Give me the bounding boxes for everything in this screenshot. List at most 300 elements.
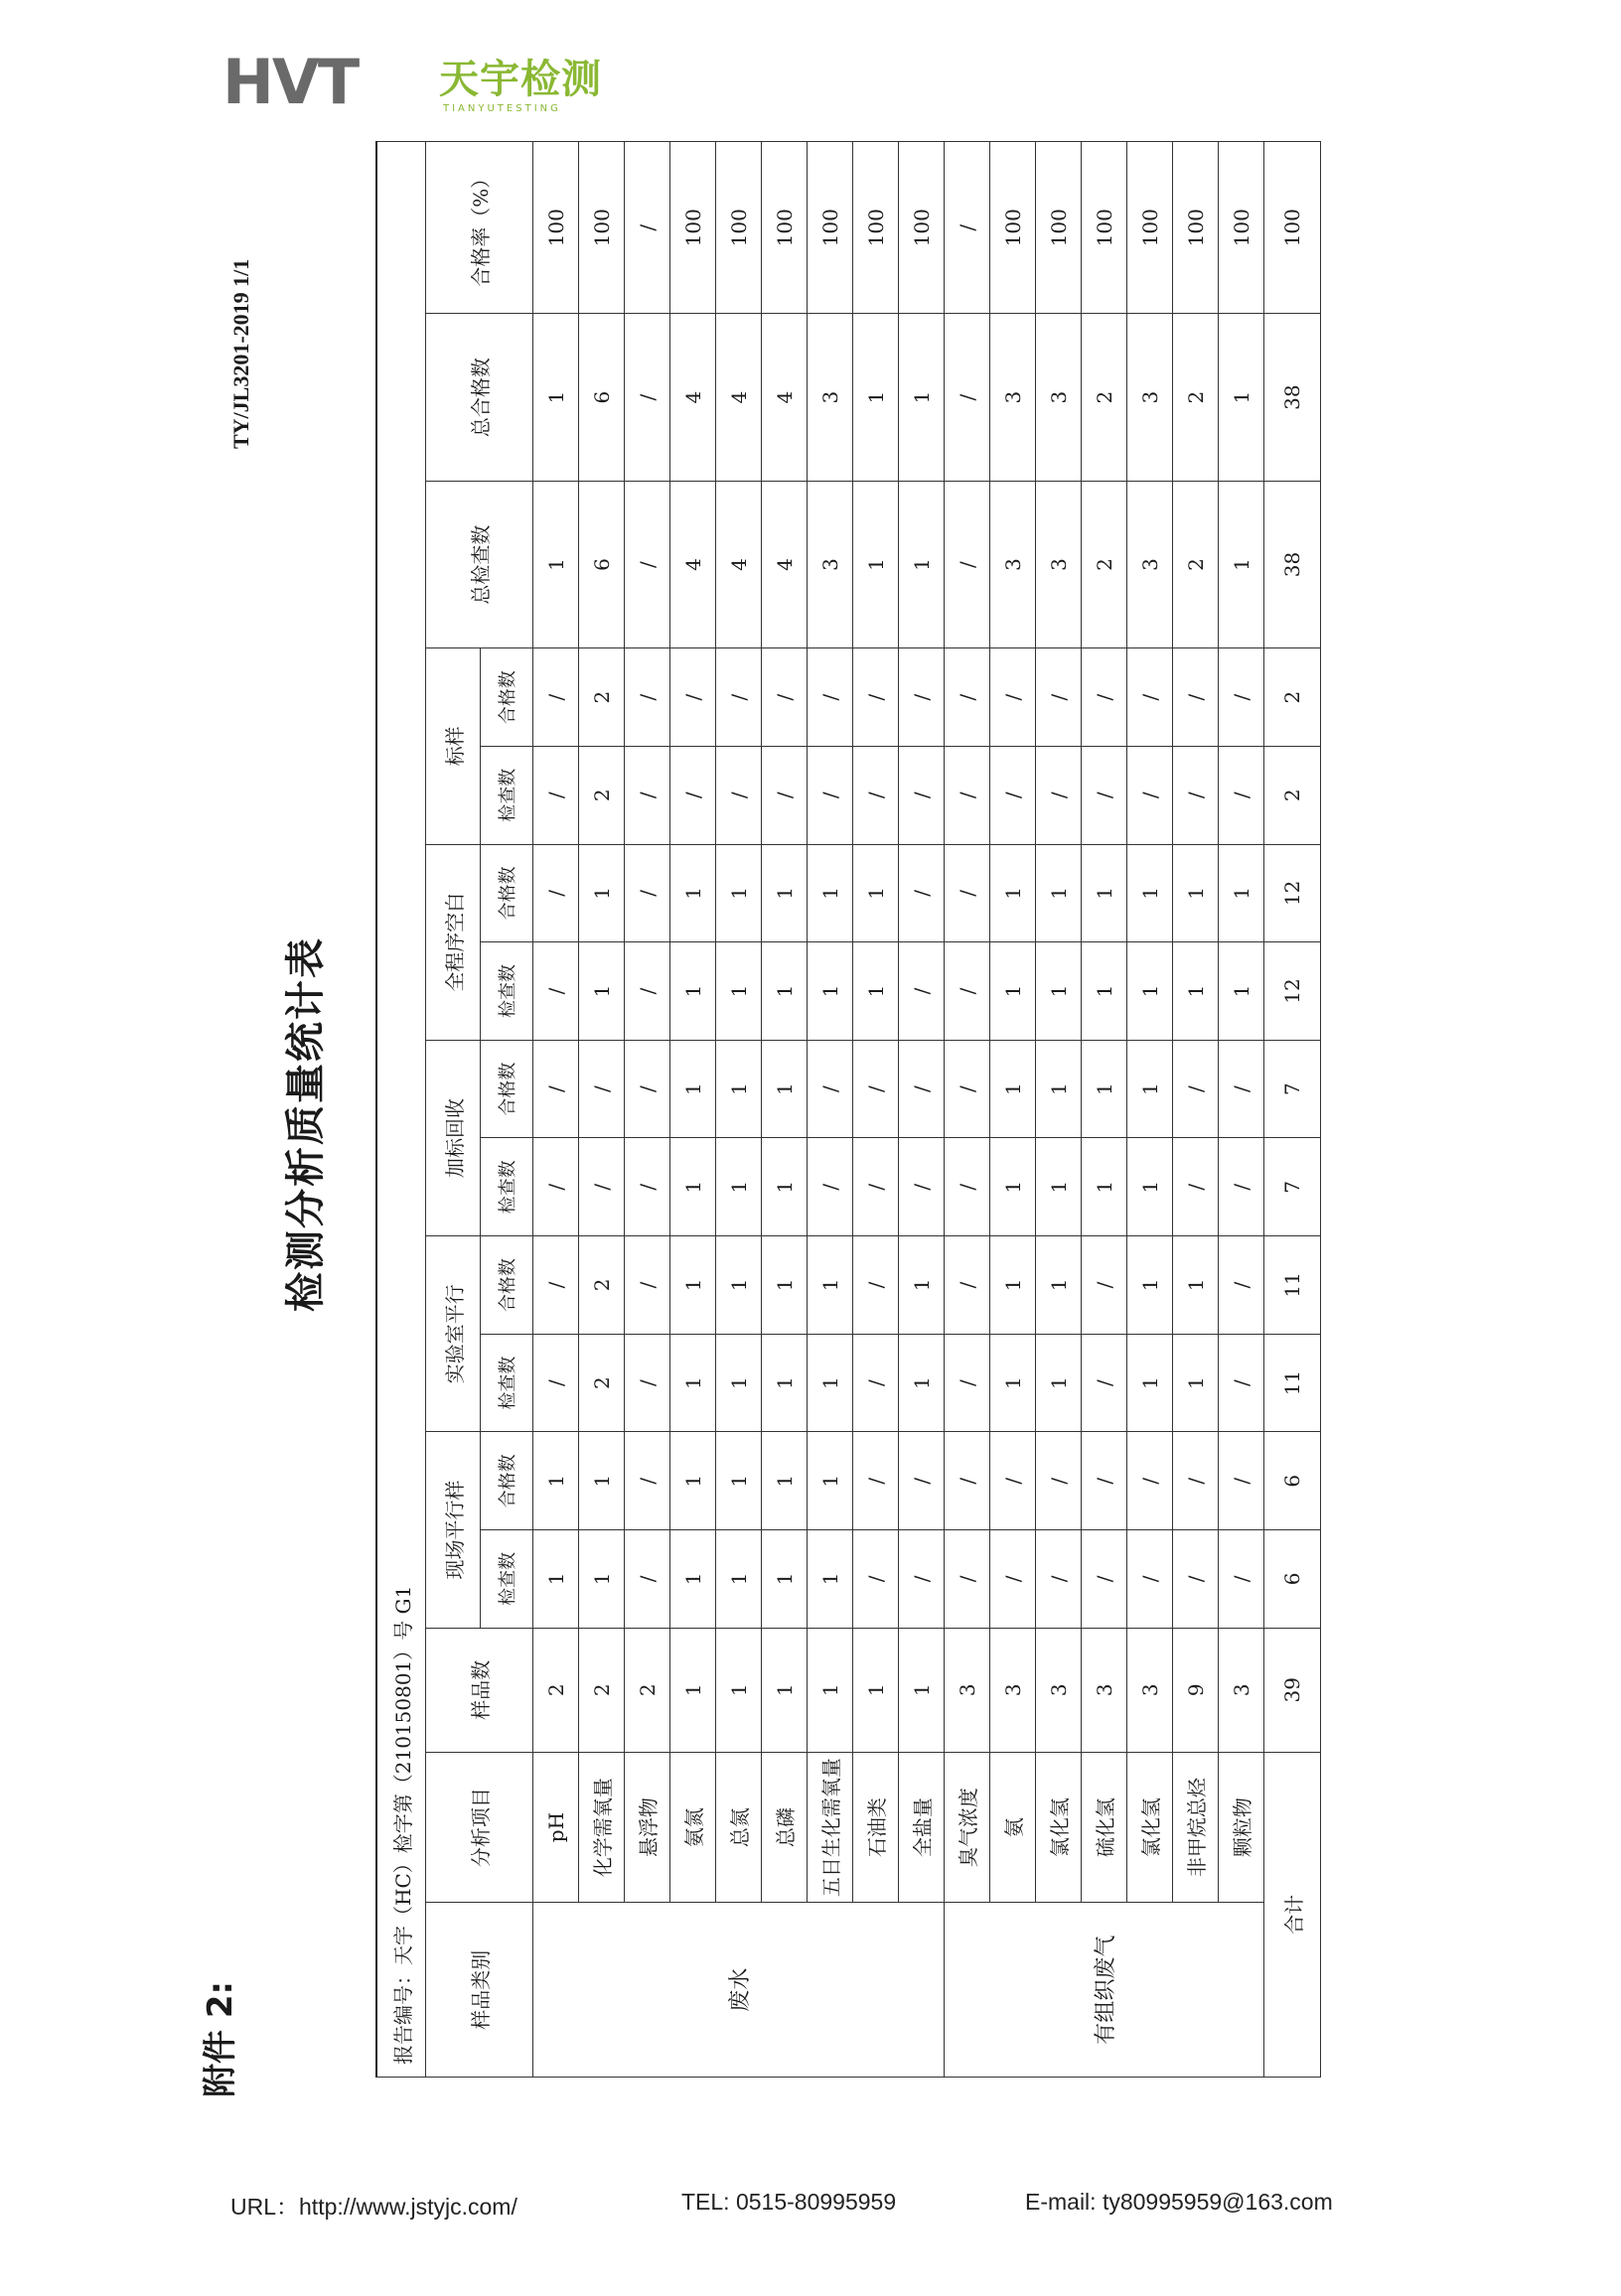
item-cell: 总磷 [762,1752,808,1903]
value-cell: 1 [762,1138,808,1236]
value-cell: / [808,1040,853,1138]
pass-rate-cell: 100 [1082,142,1127,314]
pass-rate-cell: / [625,142,670,314]
value-cell: / [533,746,579,844]
header-total-pass: 总合格数 [426,314,533,481]
total-value-cell: 12 [1264,844,1321,942]
value-cell: 1 [716,1334,762,1432]
pass-rate-cell: / [945,142,990,314]
sample-count-cell: 3 [1219,1628,1264,1752]
value-cell: / [670,746,716,844]
total-pass-cell: 1 [533,314,579,481]
value-cell: / [1219,746,1264,844]
value-cell: 1 [579,844,625,942]
total-check-cell: 4 [762,481,808,647]
value-cell: / [625,942,670,1041]
total-check-cell: 1 [853,481,899,647]
value-cell: / [533,1334,579,1432]
sample-count-cell: 2 [625,1628,670,1752]
value-cell: / [625,1432,670,1530]
value-cell: / [853,1432,899,1530]
total-check-cell: 3 [1036,481,1082,647]
value-cell: / [1082,1530,1127,1629]
total-check-cell: 1 [899,481,945,647]
table-title: 检测分析质量统计表 [283,936,329,1312]
sample-count-cell: 3 [1036,1628,1082,1752]
value-cell: / [990,648,1036,747]
header-total-check: 总检查数 [426,481,533,647]
value-cell: 1 [762,942,808,1041]
value-cell: / [853,1236,899,1335]
sample-count-cell: 1 [853,1628,899,1752]
total-check-cell: 6 [579,481,625,647]
value-cell: 1 [853,844,899,942]
value-cell: / [899,1432,945,1530]
table-row [990,142,1036,2078]
value-cell: 1 [1127,942,1173,1041]
value-cell: 1 [1036,1138,1082,1236]
subheader-pass: 合格数 [481,844,533,942]
item-cell: 颗粒物 [1219,1752,1264,1903]
category-cell: 有组织废气 [945,1903,1264,2078]
sample-count-cell: 2 [533,1628,579,1752]
total-check-cell: 2 [1082,481,1127,647]
value-cell: 1 [808,1236,853,1335]
value-cell: / [625,1040,670,1138]
sample-count-cell: 3 [1127,1628,1173,1752]
value-cell: / [533,942,579,1041]
value-cell: 1 [670,942,716,1041]
value-cell: / [533,1236,579,1335]
value-cell: 1 [579,1432,625,1530]
total-pass-cell: 2 [1082,314,1127,481]
total-check-cell: 1 [533,481,579,647]
value-cell: / [1219,1530,1264,1629]
total-label-cell: 合计 [1264,1752,1321,2077]
value-cell: / [1127,1530,1173,1629]
subheader-pass: 合格数 [481,648,533,747]
value-cell: / [1173,746,1219,844]
value-cell: 1 [762,1432,808,1530]
value-cell: / [853,1040,899,1138]
value-cell: / [1219,1432,1264,1530]
header-group-standard: 标样 [426,648,481,844]
table-row [625,142,670,2078]
total-value-cell: 2 [1264,648,1321,747]
value-cell: / [1127,648,1173,747]
value-cell: 1 [990,1334,1036,1432]
total-check-cell: 4 [716,481,762,647]
value-cell: / [899,844,945,942]
value-cell: 1 [670,1040,716,1138]
value-cell: 1 [990,844,1036,942]
total-pass-cell: 6 [579,314,625,481]
value-cell: 1 [533,1530,579,1629]
pass-rate-cell: 100 [1219,142,1264,314]
total-check-cell: 2 [1173,481,1219,647]
total-total-pass-cell: 38 [1264,314,1321,481]
subheader-pass: 合格数 [481,1040,533,1138]
table-row [533,142,579,2078]
total-check-cell: 3 [1127,481,1173,647]
value-cell: / [1036,648,1082,747]
value-cell: / [808,746,853,844]
item-cell: 氨氮 [670,1752,716,1903]
value-cell: 1 [808,1334,853,1432]
value-cell: 1 [1082,942,1127,1041]
value-cell: 1 [579,942,625,1041]
total-pass-cell: 3 [1036,314,1082,481]
value-cell: / [945,1334,990,1432]
logo-chinese-name: 天宇检测 [439,57,602,102]
total-check-cell: / [945,481,990,647]
value-cell: 1 [762,1236,808,1335]
value-cell: / [899,746,945,844]
value-cell: / [853,746,899,844]
value-cell: / [625,844,670,942]
item-cell: 氯化氢 [1036,1752,1082,1903]
footer-url: URL：http://www.jstyjc.com/ [230,2194,517,2220]
value-cell: / [990,746,1036,844]
value-cell: / [945,648,990,747]
value-cell: 2 [579,1236,625,1335]
total-pass-cell: 1 [1219,314,1264,481]
value-cell: / [1036,1432,1082,1530]
total-value-cell: 6 [1264,1530,1321,1629]
subheader-check: 检查数 [481,1334,533,1432]
sample-count-cell: 1 [716,1628,762,1752]
pass-rate-cell: 100 [808,142,853,314]
table-row [762,142,808,2078]
header-item: 分析项目 [426,1752,533,1903]
table-row [1173,142,1219,2078]
table-row [579,142,625,2078]
value-cell: 1 [1127,1334,1173,1432]
value-cell: 1 [1127,1236,1173,1335]
value-cell: 1 [670,1334,716,1432]
value-cell: / [625,648,670,747]
logo-mark: HVT [222,46,359,118]
value-cell: / [579,1138,625,1236]
value-cell: / [1173,1040,1219,1138]
subheader-check: 检查数 [481,1138,533,1236]
table-row [1036,142,1082,2078]
table-row [1082,142,1127,2078]
value-cell: 1 [579,1530,625,1629]
value-cell: / [625,1334,670,1432]
value-cell: 1 [716,844,762,942]
header-sample-count: 样品数 [426,1628,533,1752]
value-cell: / [1219,1236,1264,1335]
value-cell: 1 [716,1138,762,1236]
value-cell: 1 [990,1040,1036,1138]
value-cell: 1 [670,844,716,942]
value-cell: 1 [762,1530,808,1629]
value-cell: / [899,1040,945,1138]
pass-rate-cell: 100 [762,142,808,314]
pass-rate-cell: 100 [990,142,1036,314]
subheader-pass: 合格数 [481,1432,533,1530]
value-cell: 1 [1219,942,1264,1041]
total-value-cell: 6 [1264,1432,1321,1530]
value-cell: 2 [579,746,625,844]
value-cell: / [808,1138,853,1236]
value-cell: / [990,1530,1036,1629]
header-category: 样品类别 [426,1903,533,2078]
total-pass-cell: 3 [808,314,853,481]
total-pass-cell: / [945,314,990,481]
total-value-cell: 11 [1264,1334,1321,1432]
rotated-page-content [159,111,1391,2137]
value-cell: / [899,1138,945,1236]
value-cell: / [533,1040,579,1138]
pass-rate-cell: 100 [579,142,625,314]
table-row [899,142,945,2078]
total-pass-cell: 1 [853,314,899,481]
total-pass-cell: 3 [1127,314,1173,481]
value-cell: 1 [808,942,853,1041]
logo-english-name: TIANYUTESTING [443,103,561,114]
value-cell: 1 [1082,1040,1127,1138]
value-cell: / [945,1138,990,1236]
value-cell: 1 [1173,844,1219,942]
value-cell: 1 [670,1530,716,1629]
value-cell: 1 [990,1236,1036,1335]
total-value-cell: 11 [1264,1236,1321,1335]
value-cell: / [853,1334,899,1432]
value-cell: / [945,1236,990,1335]
value-cell: 1 [1036,1236,1082,1335]
value-cell: 1 [1036,1334,1082,1432]
value-cell: / [853,648,899,747]
category-cell: 废水 [533,1903,945,2078]
value-cell: / [1082,1432,1127,1530]
table-row [716,142,762,2078]
subheader-pass: 合格数 [481,1236,533,1335]
sample-count-cell: 3 [990,1628,1036,1752]
value-cell: 1 [1219,844,1264,942]
sample-count-cell: 1 [808,1628,853,1752]
value-cell: / [1082,648,1127,747]
value-cell: 1 [762,844,808,942]
total-check-cell: 4 [670,481,716,647]
value-cell: 1 [808,1530,853,1629]
total-check-cell: 3 [990,481,1036,647]
pass-rate-cell: 100 [716,142,762,314]
header-group-field-parallel: 现场平行样 [426,1432,481,1628]
value-cell: 1 [990,1138,1036,1236]
value-cell: 1 [533,1432,579,1530]
total-sample-count-cell: 39 [1264,1628,1321,1752]
header-group-lab-parallel: 实验室平行 [426,1236,481,1432]
total-total-check-cell: 38 [1264,481,1321,647]
value-cell: / [533,844,579,942]
attachment-label: 附件 2: [201,1980,240,2097]
item-cell: 全盐量 [899,1752,945,1903]
value-cell: / [1127,1432,1173,1530]
value-cell: / [1173,1432,1219,1530]
item-cell: 悬浮物 [625,1752,670,1903]
header-group-blank: 全程序空白 [426,844,481,1040]
value-cell: 1 [716,1530,762,1629]
item-cell: 化学需氧量 [579,1752,625,1903]
item-cell: 氯化氢 [1127,1752,1173,1903]
value-cell: / [853,1530,899,1629]
sample-count-cell: 9 [1173,1628,1219,1752]
value-cell: / [945,942,990,1041]
value-cell: 1 [1082,844,1127,942]
total-check-cell: 3 [808,481,853,647]
value-cell: 1 [1036,844,1082,942]
value-cell: / [853,1138,899,1236]
value-cell: / [716,746,762,844]
pass-rate-cell: 100 [533,142,579,314]
value-cell: 1 [853,942,899,1041]
value-cell: 1 [670,1236,716,1335]
value-cell: 1 [1036,1040,1082,1138]
value-cell: / [1173,648,1219,747]
value-cell: / [670,648,716,747]
table-row [808,142,853,2078]
value-cell: 2 [579,648,625,747]
value-cell: 1 [808,1432,853,1530]
value-cell: / [899,1530,945,1629]
total-check-cell: 1 [1219,481,1264,647]
total-check-cell: / [625,481,670,647]
value-cell: / [533,648,579,747]
value-cell: 1 [1127,844,1173,942]
value-cell: / [1127,746,1173,844]
value-cell: 1 [1127,1138,1173,1236]
header-pass-rate: 合格率（%） [426,142,533,314]
value-cell: / [1173,1530,1219,1629]
total-pass-rate-cell: 100 [1264,142,1321,314]
value-cell: / [899,648,945,747]
total-pass-cell: 4 [716,314,762,481]
value-cell: / [625,1236,670,1335]
pass-rate-cell: 100 [853,142,899,314]
item-cell: pH [533,1752,579,1903]
total-pass-cell: 3 [990,314,1036,481]
value-cell: / [945,1040,990,1138]
pass-rate-cell: 100 [670,142,716,314]
value-cell: 1 [1082,1138,1127,1236]
item-cell: 臭气浓度 [945,1752,990,1903]
value-cell: 2 [579,1334,625,1432]
document-code: TY/JL3201-2019 1/1 [228,258,253,449]
value-cell: 1 [990,942,1036,1041]
total-pass-cell: 2 [1173,314,1219,481]
value-cell: 1 [670,1432,716,1530]
sample-count-cell: 3 [1082,1628,1127,1752]
total-pass-cell: 4 [762,314,808,481]
value-cell: / [945,1530,990,1629]
value-cell: 1 [808,844,853,942]
value-cell: 1 [1173,1236,1219,1335]
value-cell: / [625,1138,670,1236]
value-cell: 1 [1173,942,1219,1041]
value-cell: / [1173,1138,1219,1236]
item-cell: 五日生化需氧量 [808,1752,853,1903]
value-cell: 1 [1127,1040,1173,1138]
total-pass-cell: / [625,314,670,481]
value-cell: 1 [899,1236,945,1335]
value-cell: / [808,648,853,747]
value-cell: 1 [762,1040,808,1138]
value-cell: 1 [1036,942,1082,1041]
value-cell: / [990,1432,1036,1530]
sample-count-cell: 1 [762,1628,808,1752]
value-cell: / [1036,1530,1082,1629]
subheader-check: 检查数 [481,1530,533,1629]
table-row [670,142,716,2078]
value-cell: / [1036,746,1082,844]
value-cell: / [762,648,808,747]
value-cell: / [945,746,990,844]
value-cell: 1 [716,1236,762,1335]
value-cell: 1 [670,1138,716,1236]
value-cell: / [899,942,945,1041]
pass-rate-cell: 100 [899,142,945,314]
value-cell: 1 [716,942,762,1041]
item-cell: 总氮 [716,1752,762,1903]
value-cell: / [1219,648,1264,747]
footer-tel: TEL: 0515-80995959 [681,2189,897,2215]
total-value-cell: 2 [1264,746,1321,844]
footer-email: E-mail: ty80995959@163.com [1025,2189,1333,2215]
value-cell: 1 [1173,1334,1219,1432]
total-pass-cell: 4 [670,314,716,481]
value-cell: / [1219,1138,1264,1236]
total-value-cell: 12 [1264,942,1321,1041]
item-cell: 石油类 [853,1752,899,1903]
value-cell: / [1082,1236,1127,1335]
value-cell: 1 [762,1334,808,1432]
header-group-spike-recovery: 加标回收 [426,1040,481,1235]
pass-rate-cell: 100 [1127,142,1173,314]
total-value-cell: 7 [1264,1040,1321,1138]
item-cell: 氨 [990,1752,1036,1903]
value-cell: / [579,1040,625,1138]
value-cell: / [625,1530,670,1629]
quality-statistics-table [375,141,1321,2078]
value-cell: / [945,844,990,942]
subheader-check: 检查数 [481,746,533,844]
table-row [945,142,990,2078]
sample-count-cell: 2 [579,1628,625,1752]
value-cell: 1 [899,1334,945,1432]
table-row [853,142,899,2078]
value-cell: / [1219,1040,1264,1138]
sample-count-cell: 1 [670,1628,716,1752]
subheader-check: 检查数 [481,942,533,1041]
table-row [1127,142,1173,2078]
pass-rate-cell: 100 [1173,142,1219,314]
total-value-cell: 7 [1264,1138,1321,1236]
item-cell: 非甲烷总烃 [1173,1752,1219,1903]
value-cell: / [1082,1334,1127,1432]
total-row [1264,142,1321,2078]
value-cell: / [945,1432,990,1530]
value-cell: / [1082,746,1127,844]
item-cell: 硫化氢 [1082,1752,1127,1903]
value-cell: / [716,648,762,747]
sample-count-cell: 1 [899,1628,945,1752]
total-pass-cell: 1 [899,314,945,481]
table-row [1219,142,1264,2078]
value-cell: / [1219,1334,1264,1432]
value-cell: 1 [716,1040,762,1138]
